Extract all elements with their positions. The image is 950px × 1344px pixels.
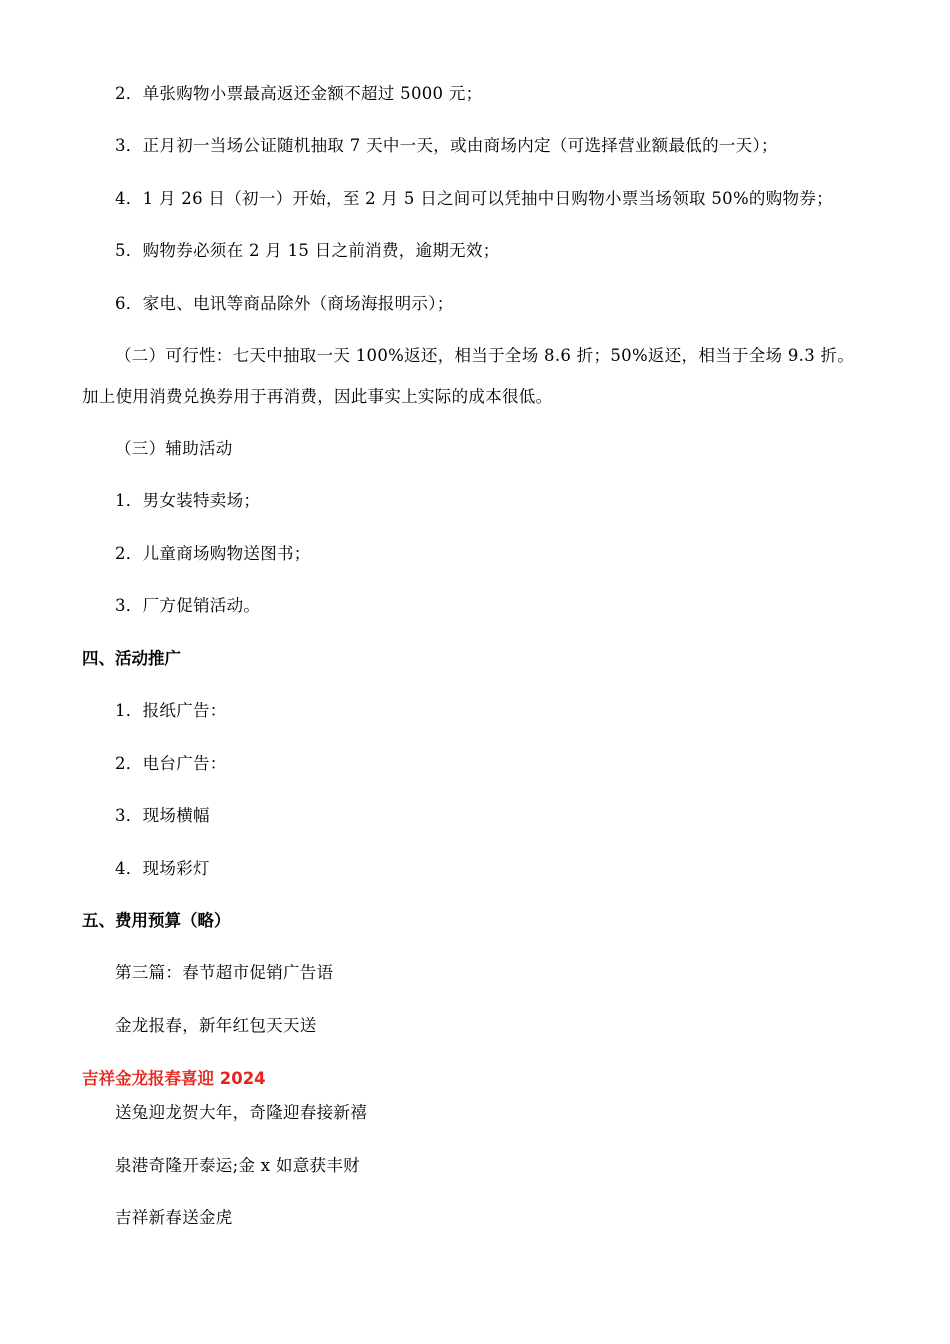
rule-item-4: 4．1 月 26 日（初一）开始，至 2 月 5 日之间可以凭抽中日购物小票当场领取 50%的购物券； xyxy=(115,189,833,208)
section-4-heading: 四、活动推广 xyxy=(82,649,181,668)
rule-item-3: 3．正月初一当场公证随机抽取 7 天中一天，或由商场内定（可选择营业额最低的一天）； xyxy=(115,136,778,155)
slogan-3: 泉港奇隆开泰运;金 x 如意获丰财 xyxy=(115,1156,360,1175)
promo-item-1: 1．报纸广告： xyxy=(115,701,227,720)
promo-item-2: 2．电台广告： xyxy=(115,754,227,773)
promo-item-3: 3．现场横幅 xyxy=(115,806,210,825)
promo-item-4: 4．现场彩灯 xyxy=(115,859,210,878)
section-5-heading: 五、费用预算（略） xyxy=(82,911,231,930)
slogan-2: 送兔迎龙贺大年，奇隆迎春接新禧 xyxy=(115,1103,367,1122)
feasibility-paragraph-line1: （二）可行性：七天中抽取一天 100%返还，相当于全场 8.6 折；50%返还，相当于全场 9.3 折。 xyxy=(115,346,855,365)
slogan-1: 金龙报春，新年红包天天送 xyxy=(115,1016,317,1035)
rule-item-2: 2．单张购物小票最高返还金额不超过 5000 元； xyxy=(115,84,483,103)
aux-item-3: 3．厂方促销活动。 xyxy=(115,596,261,615)
rule-item-6: 6．家电、电讯等商品除外（商场海报明示）； xyxy=(115,294,454,313)
red-slogan-heading: 吉祥金龙报春喜迎 2024 xyxy=(82,1069,266,1088)
rule-item-5: 5．购物券必须在 2 月 15 日之前消费，逾期无效； xyxy=(115,241,500,260)
aux-item-1: 1．男女装特卖场； xyxy=(115,491,261,510)
slogan-4: 吉祥新春送金虎 xyxy=(115,1208,233,1227)
aux-activities-title: （三）辅助活动 xyxy=(115,439,233,458)
feasibility-paragraph-line2: 加上使用消费兑换券用于再消费，因此事实上实际的成本很低。 xyxy=(82,387,553,406)
aux-item-2: 2．儿童商场购物送图书； xyxy=(115,544,311,563)
chapter-3-title: 第三篇：春节超市促销广告语 xyxy=(115,963,334,982)
